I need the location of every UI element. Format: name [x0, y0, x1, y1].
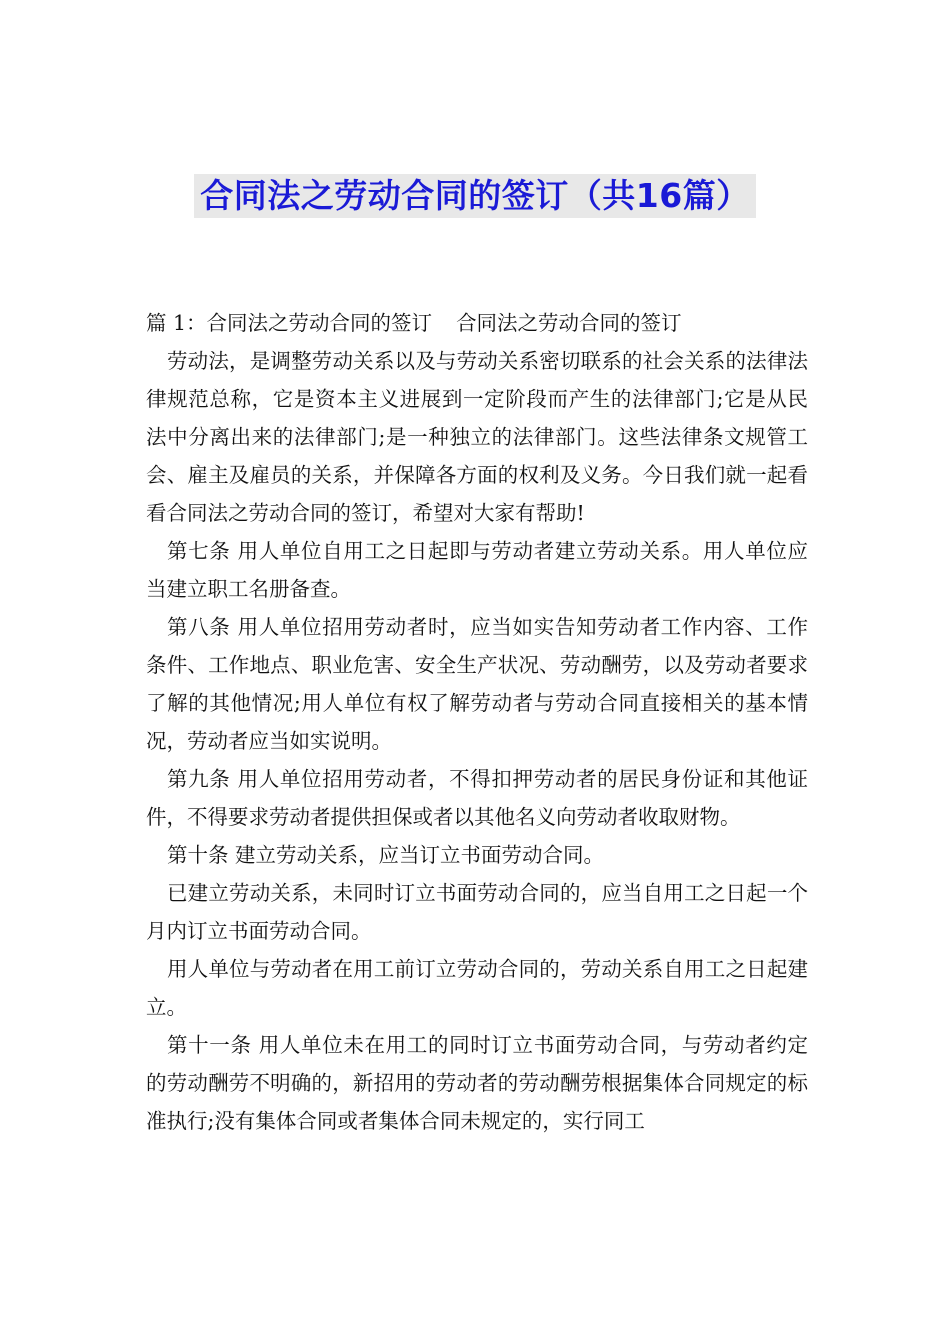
paragraph-intro: 劳动法，是调整劳动关系以及与劳动关系密切联系的社会关系的法律法律规范总称，它是资本主义进展到一定阶段而产生的法律部门;它是从民法中分离出来的法律部门;是一种独立的法律部门。这些法律条文规管工会、雇主及雇员的关系，并保障各方面的权利及义务。今日我们就一起看看合同法之劳动合同的签订，希望对大家有帮助! [146, 349, 808, 525]
paragraph-article-7: 第七条 用人单位自用工之日起即与劳动者建立劳动关系。用人单位应当建立职工名册备查。 [146, 539, 808, 601]
section-heading [146, 304, 808, 342]
document-title: 合同法之劳动合同的签订（共16篇） [194, 174, 755, 218]
paragraph-article-10: 第十条 建立劳动关系，应当订立书面劳动合同。 [167, 843, 605, 867]
paragraph-article-10-clause-2: 已建立劳动关系，未同时订立书面劳动合同的，应当自用工之日起一个月内订立书面劳动合同。 [146, 881, 808, 943]
paragraph-article-8: 第八条 用人单位招用劳动者时，应当如实告知劳动者工作内容、工作条件、工作地点、职业危害、安全生产状况、劳动酬劳，以及劳动者要求了解的其他情况;用人单位有权了解劳动者与劳动合同直接相关的基本情况，劳动者应当如实说明。 [146, 615, 808, 753]
paragraph-article-9: 第九条 用人单位招用劳动者，不得扣押劳动者的居民身份证和其他证件，不得要求劳动者提供担保或者以其他名义向劳动者收取财物。 [146, 767, 808, 829]
paragraph-article-10-clause-3: 用人单位与劳动者在用工前订立劳动合同的，劳动关系自用工之日起建立。 [146, 957, 808, 1019]
section-heading-subtitle: 合同法之劳动合同的签订 [456, 311, 682, 335]
paragraph-article-11: 第十一条 用人单位未在用工的同时订立书面劳动合同，与劳动者约定的劳动酬劳不明确的，新招用的劳动者的劳动酬劳根据集体合同规定的标准执行;没有集体合同或者集体合同未规定的，实行同工 [146, 1033, 808, 1133]
section-heading-label: 篇 1：合同法之劳动合同的签订 [146, 311, 433, 335]
document-body [146, 304, 808, 1140]
title-container [0, 174, 950, 218]
